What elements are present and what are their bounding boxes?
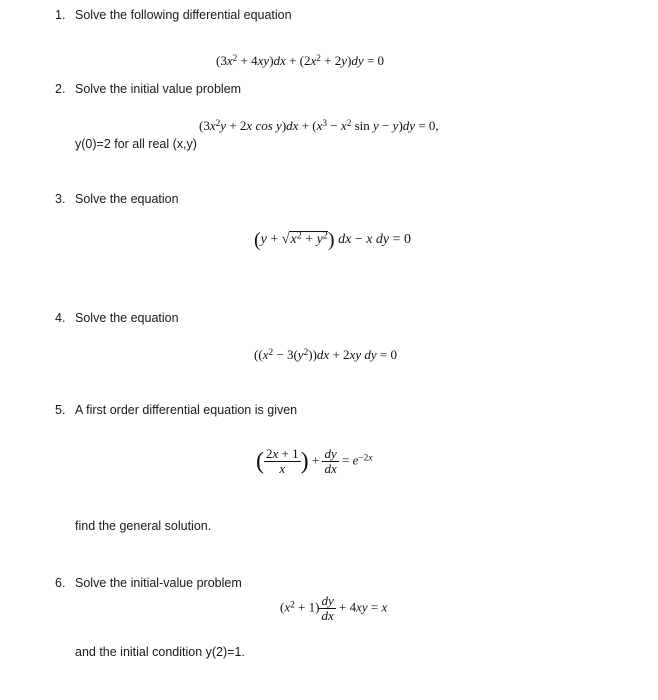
problem-1-number: 1. <box>55 8 66 22</box>
problem-6-followup: and the initial condition y(2)=1. <box>75 645 245 659</box>
problem-2-condition: y(0)=2 for all real (x,y) <box>75 137 197 151</box>
problem-6-number: 6. <box>55 576 66 590</box>
problem-2-number: 2. <box>55 82 66 96</box>
problem-1-equation: $(3x^2 + 4xy)dx + (2x^2 + 2y)dy = 0$ <box>216 53 385 68</box>
problem-3-prompt: Solve the equation <box>75 192 179 206</box>
problem-4-prompt: Solve the equation <box>75 311 179 325</box>
problem-1-prompt: Solve the following differential equation <box>75 8 292 22</box>
problem-2-prompt: Solve the initial value problem <box>75 82 242 96</box>
problem-4-number: 4. <box>55 311 66 325</box>
problem-5-number: 5. <box>55 403 66 417</box>
problem-5-equation: ( $\frac{2x + 1}{x}$ ) + $\frac{dy}{dx}$ = $e^{-2x}$ <box>256 446 373 476</box>
problem-6-equation: $(x^2 + 1)$ $\frac{dy}{dx}$ + 4xy = x <box>280 593 388 623</box>
problem-3-number: 3. <box>55 192 66 206</box>
problem-4-equation: ($(x^2 - 3(y^2))dx + 2xy$ dy = 0 <box>254 347 397 362</box>
problem-3-equation: $(y + √x^2 + y^2)$ dx − x dy = 0 <box>254 229 412 251</box>
problem-5-followup: find the general solution. <box>75 519 212 533</box>
problem-2-equation: ($3x^2y + 2x$ $\cos y)dx + (x^3 - x^2$ sin y − y)dy = 0, <box>199 118 439 133</box>
problem-6-prompt: Solve the initial-value problem <box>75 576 242 590</box>
problem-5-prompt: A first order differential equation is given <box>75 403 298 417</box>
